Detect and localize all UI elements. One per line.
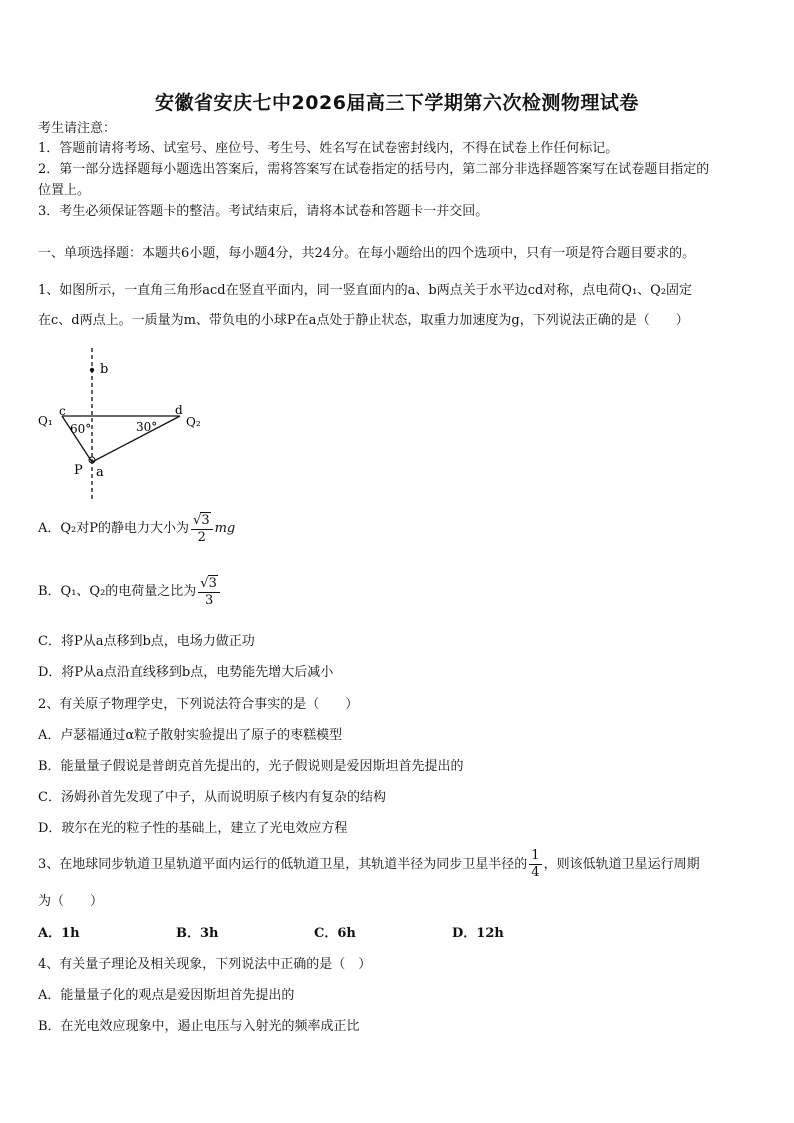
- fraction-sqrt3-over-3: √ 3 3: [198, 575, 220, 609]
- q2-option-a: A．卢瑟福通过α粒子散射实验提出了原子的枣糕模型: [38, 728, 343, 743]
- notice-item-1: 1．答题前请将考场、试室号、座位号、考生号、姓名写在试卷密封线内，不得在试卷上作任何标记。: [38, 141, 619, 156]
- notice-item-3: 3．考生必须保证答题卡的整洁。考试结束后，请将本试卷和答题卡一并交回。: [38, 204, 489, 219]
- q3-option-a: A．1h: [38, 926, 80, 941]
- q3-option-c: C．6h: [314, 926, 356, 941]
- q3-option-d: D．12h: [452, 926, 504, 941]
- label-c: c: [59, 404, 66, 418]
- fraction-one-quarter: $\frac{1}{4}$: [531, 848, 540, 880]
- q4-option-a: A．能量量子化的观点是爱因斯坦首先提出的: [38, 988, 295, 1003]
- angle-d: 30°: [136, 420, 158, 434]
- q2-option-b: B．能量量子假说是普朗克首先提出的，光子假说则是爱因斯坦首先提出的: [38, 759, 464, 774]
- q1-option-d: D．将P从a点沿直线移到b点，电势能先增大后减小: [38, 665, 334, 680]
- page-title: 安徽省安庆七中2026届高三下学期第六次检测物理试卷: [155, 92, 639, 114]
- fraction-sqrt3-over-2: √ 3 2: [191, 512, 213, 546]
- q1-option-c: C．将P从a点移到b点，电场力做正功: [38, 634, 255, 649]
- q1-option-a-unit: mg: [214, 521, 236, 536]
- angle-c: 60°: [70, 422, 92, 436]
- label-d: d: [175, 403, 183, 417]
- label-p: P: [74, 463, 83, 478]
- q4-option-b: B．在光电效应现象中，遏止电压与入射光的频率成正比: [38, 1019, 360, 1034]
- q1-option-b: [38, 575, 222, 609]
- q3-stem-line1: [38, 848, 700, 881]
- q1-option-a: [38, 512, 235, 546]
- notice-item-2-cont: 位置上。: [38, 183, 91, 198]
- notice-item-2: 2．第一部分选择题每小题选出答案后，需将答案写在试卷指定的括号内，第二部分非选择题答案写在试卷题目指定的: [38, 162, 710, 177]
- label-q1: Q₁: [38, 414, 53, 428]
- q1-stem-line1: 1、如图所示，一直角三角形acd在竖直平面内，同一竖直面内的a、b两点关于水平边cd对称，点电荷Q₁、Q₂固定: [38, 283, 693, 298]
- point-b: [90, 368, 94, 372]
- notice-heading: 考生请注意：: [38, 121, 117, 136]
- q4-stem: 4、有关量子理论及相关现象，下列说法中正确的是（ ）: [38, 957, 372, 972]
- q1-option-b-text: B．Q₁、Q₂的电荷量之比为: [38, 584, 197, 599]
- q3-stem-text: 3、在地球同步轨道卫星轨道平面内运行的低轨道卫星，其轨道半径为同步卫星半径的: [38, 856, 528, 872]
- q1-stem-line2: 在c、d两点上。一质量为m、带负电的小球P在a点处于静止状态，取重力加速度为g，下列说法正确的是（ ）: [38, 313, 689, 328]
- label-b: b: [100, 362, 109, 377]
- q3-stem-text-end: ，则该低轨道卫星运行周期: [543, 856, 700, 872]
- q2-stem: 2、有关原子物理学史，下列说法符合事实的是（ ）: [38, 697, 359, 712]
- q1-figure: [30, 340, 220, 505]
- q2-option-d: D．玻尔在光的粒子性的基础上，建立了光电效应方程: [38, 821, 348, 836]
- q2-option-c: C．汤姆孙首先发现了中子，从而说明原子核内有复杂的结构: [38, 790, 386, 805]
- q1-option-a-text: A．Q₂对P的静电力大小为: [38, 521, 190, 536]
- label-q2: Q₂: [186, 415, 201, 429]
- label-a: a: [96, 465, 104, 480]
- q3-stem-line2: 为（ ）: [38, 894, 104, 909]
- section-heading: 一、单项选择题：本题共6小题，每小题4分，共24分。在每小题给出的四个选项中，只有一项是符合题目要求的。: [38, 246, 696, 261]
- q3-option-b: B．3h: [176, 926, 219, 941]
